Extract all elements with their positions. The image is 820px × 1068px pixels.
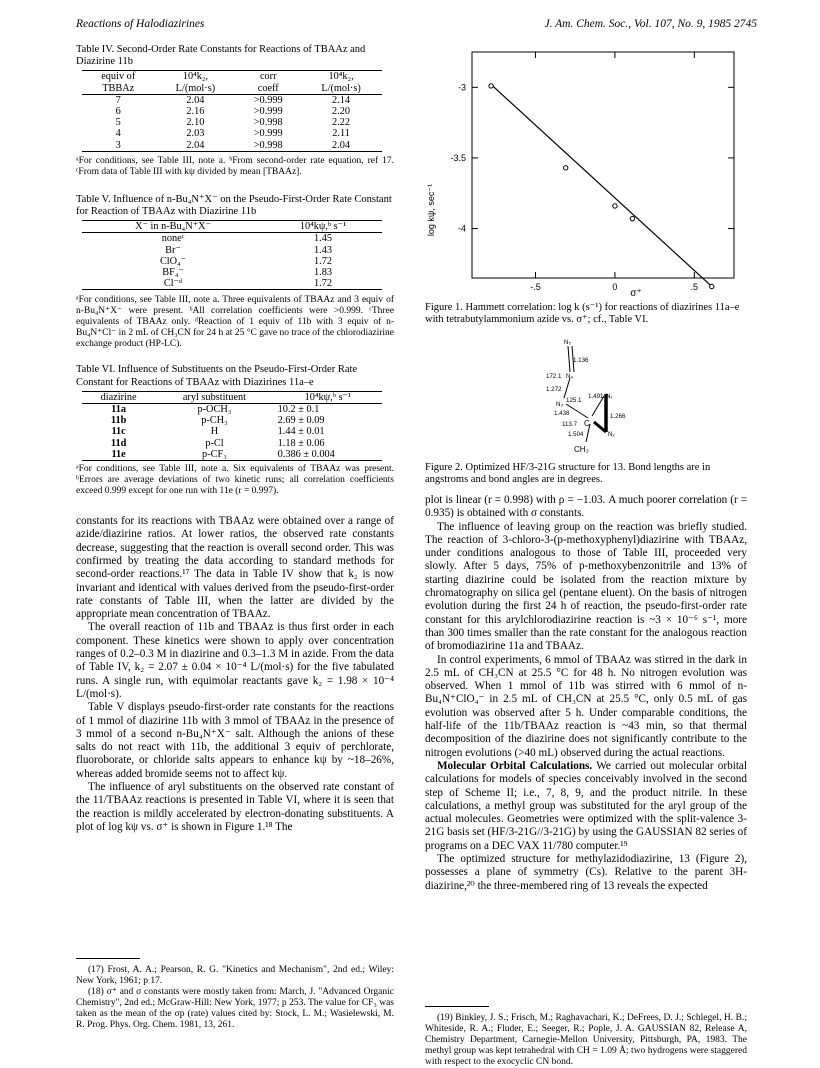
footnote: (18) σ⁺ and σ constants were mostly taken from: March, J. "Advanced Organic Chemistry", 2nd ed.; McGraw-Hill: New York, 1977; p 253. The value for CF₃ was taken as the mean of the σp (rate) values cited by: Stock, L. M.; Wasielewski, M. R. Prog. Phys. Org. Chem. 1981, 13, 261. bbox=[76, 987, 394, 1030]
atom-label: N₁ bbox=[606, 393, 613, 400]
data-point bbox=[613, 204, 617, 208]
table4-row bbox=[82, 106, 382, 117]
atom-label: C bbox=[584, 419, 590, 428]
table6-row bbox=[82, 415, 382, 426]
atom-label: CH₃ bbox=[574, 445, 589, 454]
paragraph: In control experiments, 6 mmol of TBAAz was stirred in the dark in 2.5 mL of CH₃CN at 25.5 °C for 48 h. No nitrogen evolution was observed. When 1 mmol of 11b was stirred with 6 mmol of n-Bu₄N⁺ClO₄⁻ in 2.5 mL of CH₃CN at 25.5 °C, only 0.5 mL of gas evolution was observed after 5 h. Under comparable conditions, the half-life of the 11b/TBAAz reaction is ~43 min, so that thermal decomposition of the diazirine does not significantly contribute to the nitrogen evolutions (>40 mL) observed during the actual reactions. bbox=[425, 653, 747, 759]
bond-length-label: 1.438 bbox=[554, 410, 570, 417]
table6-row bbox=[82, 438, 382, 449]
table4 bbox=[82, 70, 382, 151]
x-axis-label: σ⁺ bbox=[630, 288, 642, 299]
table4-header: L/(mol·s) bbox=[300, 83, 382, 95]
table4-header: TBBAz bbox=[82, 83, 154, 95]
table6-cell: 11e bbox=[82, 449, 155, 461]
table4-cell: 2.03 bbox=[186, 128, 205, 140]
y-tick-label: -4 bbox=[457, 223, 466, 234]
table4-cell: 2.14 bbox=[332, 94, 351, 106]
bond-length-label: 1.504 bbox=[568, 431, 584, 438]
table6-row bbox=[82, 426, 382, 437]
paragraph: The optimized structure for methylazidodiazirine, 13 (Figure 2), possesses a plane of symmetry (Cs). Relative to the parent 3H-diazirine,²⁰ the three-membered ring of 13 reveals the expected bbox=[425, 853, 747, 892]
table4-cell: 2.04 bbox=[154, 140, 236, 152]
atom-label: N₂ bbox=[608, 431, 615, 438]
table4-cell: 2.04 bbox=[300, 140, 382, 152]
paragraph: plot is linear (r = 0.998) with ρ = −1.03. A much poorer correlation (r = 0.935) is obtained with σ constants. bbox=[425, 494, 747, 520]
bond-length-label: 1.491 bbox=[588, 393, 604, 400]
bond-n5-n4 bbox=[568, 346, 570, 372]
table4-cell: >0.999 bbox=[253, 128, 283, 140]
table4-cell: 3 bbox=[82, 140, 154, 152]
y-axis-label: log kψ, sec⁻¹ bbox=[426, 183, 436, 237]
footnote: (19) Binkley, J. S.; Frisch, M.; Raghavachari, K.; DeFrees, D. J.; Schlegel, H. B.; Whiteside, R. A.; Fluder, E.; Seeger, R.; Pople, J. A. GAUSSIAN 82, Release A, Chemistry Department, Carnegie-Mellon University, Pittsburgh, PA, 1983. The methyl group was kept tetrahedral with CH = 1.09 Å; two hydrogens were staggered with respect to the exocyclic CN bond. bbox=[425, 1013, 747, 1067]
table4-row bbox=[82, 117, 382, 128]
y-tick-label: -3 bbox=[457, 82, 466, 93]
data-point bbox=[489, 84, 493, 88]
right-body bbox=[425, 494, 747, 893]
table4-row bbox=[82, 140, 382, 152]
table6-cell: 1.44 ± 0.01 bbox=[277, 426, 325, 438]
left-body bbox=[76, 515, 394, 834]
table4-cell: 5 bbox=[115, 117, 121, 129]
table4-cell: >0.998 bbox=[236, 140, 300, 152]
footnote: (17) Frost, A. A.; Pearson, R. G. "Kinetics and Mechanism", 2nd ed.; Wiley: New York, 1961; p 17. bbox=[76, 965, 394, 986]
section-text: We carried out molecular orbital calculations for models of species conceivably involved in the second step of Scheme II; i.e., 7, 8, 9, and the product nitrile. In these calculations, a methyl group was substituted for the aryl group of the actual molecules. Geometries were optimized with the split-valence 3-21G basis set (HF/3-21G//3-21G) by using the GAUSSIAN 82 series of programs on a DEC VAX 11/780 computer.¹⁹ bbox=[425, 759, 747, 852]
right-footnotes bbox=[425, 1006, 747, 1068]
data-point bbox=[630, 216, 634, 220]
paragraph: The influence of aryl substituents on the observed rate constant of the 11/TBAAz reactions is presented in Table VI, where it is seen that the reaction is mildly accelerated by electron-donating substituents. A plot of log kψ vs. σ⁺ is shown in Figure 1.¹⁸ The bbox=[76, 781, 394, 833]
table6-footnote: ᵃFor conditions, see Table III, note a. Six equivalents of TBAAz was present. ᵇErrors are average deviations of two kinetic runs; all correlation coefficients exceed 0.999 except for one run with 11e (r = 0.997). bbox=[76, 464, 394, 497]
atom-label: N₃ bbox=[556, 401, 563, 408]
table6-header: diazirine bbox=[82, 391, 155, 403]
table4-cell: 2.10 bbox=[186, 117, 205, 129]
table6-cell: p-CH₃ bbox=[201, 415, 228, 427]
table5-cell: BF₄⁻ bbox=[162, 267, 184, 279]
bond-length-label: 1.266 bbox=[610, 413, 626, 420]
table4-header: corr bbox=[236, 71, 300, 83]
figure1-caption: Figure 1. Hammett correlation: log k (s⁻¹) for reactions of diazirines 11a–e with tetrabutylammonium azide vs. σ⁺; cf., Table VI. bbox=[425, 302, 740, 326]
table5-header: 10⁴kψ,ᵇ s⁻¹ bbox=[264, 221, 382, 233]
table6-cell: 0.386 ± 0.004 bbox=[274, 449, 382, 461]
table4-cell: 6 bbox=[115, 106, 121, 118]
table4-cell: 7 bbox=[115, 94, 121, 106]
table6-caption: Table VI. Influence of Substituents on the Pseudo-First-Order Rate Constant for Reactions of TBAAz with Diazirines 11a–e bbox=[76, 364, 358, 388]
table4-cell: 2.04 bbox=[186, 94, 205, 106]
table4-cell: 2.22 bbox=[332, 117, 351, 129]
table6-cell: p-CF₃ bbox=[155, 449, 273, 461]
table4-footnote: ᵃFor conditions, see Table III, note a. ᵇFrom second-order rate equation, ref 17. ᶜFrom data of Table III with kψ divided by mean [TBAAz]. bbox=[76, 155, 394, 177]
table6-header: 10⁴kψ,ᵇ s⁻¹ bbox=[274, 391, 382, 403]
table4-cell: >0.999 bbox=[253, 106, 283, 118]
table5-header: X⁻ in n-Bu₄N⁺X⁻ bbox=[82, 221, 264, 233]
data-point bbox=[563, 166, 567, 170]
table6-header: aryl substituent bbox=[155, 391, 273, 403]
section-heading: Molecular Orbital Calculations. bbox=[437, 759, 593, 772]
table6-cell: 11b bbox=[110, 415, 127, 427]
table4-row bbox=[82, 128, 382, 139]
atom-label: N₅ bbox=[564, 339, 571, 346]
table5-row bbox=[82, 233, 382, 245]
paragraph: The influence of leaving group on the reaction was briefly studied. The reaction of 3-chloro-3-(p-methoxyphenyl)diazirine with TBAAz, under conditions analogous to those of Table III, proceeded very slowly. After 5 days, 75% of p-methoxybenzonitrile and 13% of starting diazirine could be isolated from the reaction mixture by chromatography on silica gel (pentane eluent). On the basis of nitrogen evolution during the first 24 h of reaction, the pseudo-first-order rate constant for this arylchlorodiazirine reaction is ~3 × 10⁻⁶ s⁻¹, more than 300 times smaller than the rate constant for the analogous reaction of bromodiazirine 11a and TBAAz. bbox=[425, 520, 747, 653]
plot-frame bbox=[472, 52, 734, 278]
table6 bbox=[82, 391, 382, 461]
table4-cell: 2.20 bbox=[332, 106, 351, 118]
x-tick-label: 0 bbox=[612, 282, 618, 292]
table6-cell: 11d bbox=[110, 437, 127, 449]
table4-cell: >0.999 bbox=[253, 94, 283, 106]
bond-angle-label: 172.1 bbox=[546, 373, 562, 380]
paragraph: The overall reaction of 11b and TBAAz is thus first order in each component. These kinetics were shown to apply over concentration ranges of 0.2–0.3 M in diazirine and 0.3–1.3 M in azide. From the data of Table IV, k₂ = 2.07 ± 0.04 × 10⁻⁴ L/(mol·s) for the five tabulated runs. A single run, with equimolar reactants gave k₂ = 1.98 × 10⁻⁴ L/(mol·s). bbox=[76, 621, 394, 700]
table4-cell: >0.998 bbox=[253, 117, 283, 129]
table6-cell: H bbox=[210, 426, 219, 438]
figure2-caption: Figure 2. Optimized HF/3-21G structure for 13. Bond lengths are in angstroms and bond angles are in degrees. bbox=[425, 462, 711, 486]
table5-cell: Cl⁻ᵈ bbox=[82, 278, 264, 290]
running-header-right: J. Am. Chem. Soc., Vol. 107, No. 9, 1985 2745 bbox=[544, 18, 757, 30]
table4-header: 10⁴k₂, bbox=[300, 71, 382, 83]
x-tick-label: -.5 bbox=[530, 282, 541, 292]
table6-cell: 11c bbox=[111, 426, 126, 438]
table6-row bbox=[82, 404, 382, 416]
table5-cell: 1.83 bbox=[314, 267, 333, 279]
table6-row bbox=[82, 449, 382, 461]
table5-row bbox=[82, 267, 382, 278]
table6-cell: p-Cl bbox=[205, 437, 224, 449]
left-footnotes bbox=[76, 958, 394, 1031]
table6-cell: 1.18 ± 0.06 bbox=[277, 437, 325, 449]
y-tick-label: -3.5 bbox=[450, 152, 466, 163]
table4-cell: 2.16 bbox=[186, 106, 205, 118]
table4-caption: Table IV. Second-Order Rate Constants for Reactions of TBAAz and Diazirine 11b bbox=[76, 44, 366, 68]
table6-cell: 11a bbox=[111, 404, 127, 416]
bond-length-label: 1.272 bbox=[546, 386, 562, 393]
data-point bbox=[710, 284, 714, 288]
table4-header: coeff bbox=[236, 83, 300, 95]
table4-cell: 4 bbox=[115, 128, 121, 140]
table6-cell: 2.69 ± 0.09 bbox=[277, 415, 325, 427]
table5-cell: 1.72 bbox=[314, 255, 333, 267]
table4-cell: 2.11 bbox=[332, 128, 350, 140]
table5-cell: Br⁻ bbox=[165, 244, 181, 256]
table5 bbox=[82, 220, 382, 290]
bond-angle-label: 113.7 bbox=[562, 421, 578, 428]
left-column bbox=[76, 44, 394, 834]
hammett-plot bbox=[420, 50, 750, 300]
table5-cell: noneᶜ bbox=[161, 233, 185, 245]
table4-header: 10⁴k₂, bbox=[154, 71, 236, 83]
paragraph: Table V displays pseudo-first-order rate constants for the reactions of 1 mmol of diazirine 11b with 3 mmol of TBAAz in the presence of 3 mmol of a second n-Bu₄N⁺X⁻ salt. Although the anions of these salts do not react with 11b, the additional 3 equiv of perchlorate, fluoroborate, or chloride salts appears to enhance kψ by ~18–26%, whereas added bromide seems not to affect kψ. bbox=[76, 701, 394, 780]
table6-cell: 10.2 ± 0.1 bbox=[277, 404, 320, 416]
table4-row bbox=[82, 94, 382, 106]
running-header-left: Reactions of Halodiazirines bbox=[76, 18, 205, 30]
table5-row bbox=[82, 245, 382, 256]
atom-label: N₄ bbox=[566, 373, 573, 380]
footnote-rule bbox=[76, 958, 140, 959]
structure-13-diagram bbox=[540, 336, 640, 456]
table5-cell: 1.45 bbox=[314, 233, 333, 245]
fit-line bbox=[491, 84, 712, 286]
bond-c-n2 bbox=[594, 422, 606, 432]
table5-cell: 1.72 bbox=[264, 278, 382, 290]
bond-n4-n3 bbox=[564, 378, 570, 398]
table5-cell: 1.43 bbox=[314, 244, 333, 256]
bond-length-label: 1.136 bbox=[573, 357, 589, 364]
footnote-rule bbox=[425, 1006, 489, 1007]
table5-row bbox=[82, 256, 382, 267]
x-tick-label: .5 bbox=[690, 282, 699, 292]
table4-header: L/(mol·s) bbox=[154, 83, 236, 95]
table5-footnote: ᵃFor conditions, see Table III, note a. Three equivalents of TBAAz and 3 equiv of n-Bu₄N⁺X⁻ were present. ᵇAll correlation coefficients were >0.999. ᶜThree equivalents of TBAAz only. ᵈReaction of 1 equiv of 11b with 3 equiv of n-Bu₄N⁺Cl⁻ in 2 mL of CH₃CN for 24 h at 25 °C gave no trace of the chlorodiazirine exchange product (HP-LC). bbox=[76, 295, 394, 350]
paragraph bbox=[425, 760, 747, 853]
table5-caption: Table V. Influence of n-Bu₄N⁺X⁻ on the Pseudo-First-Order Rate Constant for Reaction of TBAAz with Diazirine 11b bbox=[76, 193, 392, 218]
table5-row bbox=[82, 278, 382, 290]
paragraph: constants for its reactions with TBAAz were obtained over a range of azide/diazirine ratios. At lower ratios, the observed rate constants decrease, suggesting that the reaction is overall second order. This was confirmed by treating the data according to standard methods for second-order reactions.¹⁷ The data in Table IV show that k₂ is now invariant and identical with values derived from the pseudo-first-order rate constants of Table III, when the latter are divided by the appropriate mean concentration of TBAAz. bbox=[76, 515, 394, 621]
table4-header: equiv of bbox=[82, 71, 154, 83]
table6-cell: p-OCH₃ bbox=[197, 404, 232, 416]
table5-cell: ClO₄⁻ bbox=[159, 255, 187, 267]
bond-angle-label: 125.1 bbox=[566, 397, 582, 404]
